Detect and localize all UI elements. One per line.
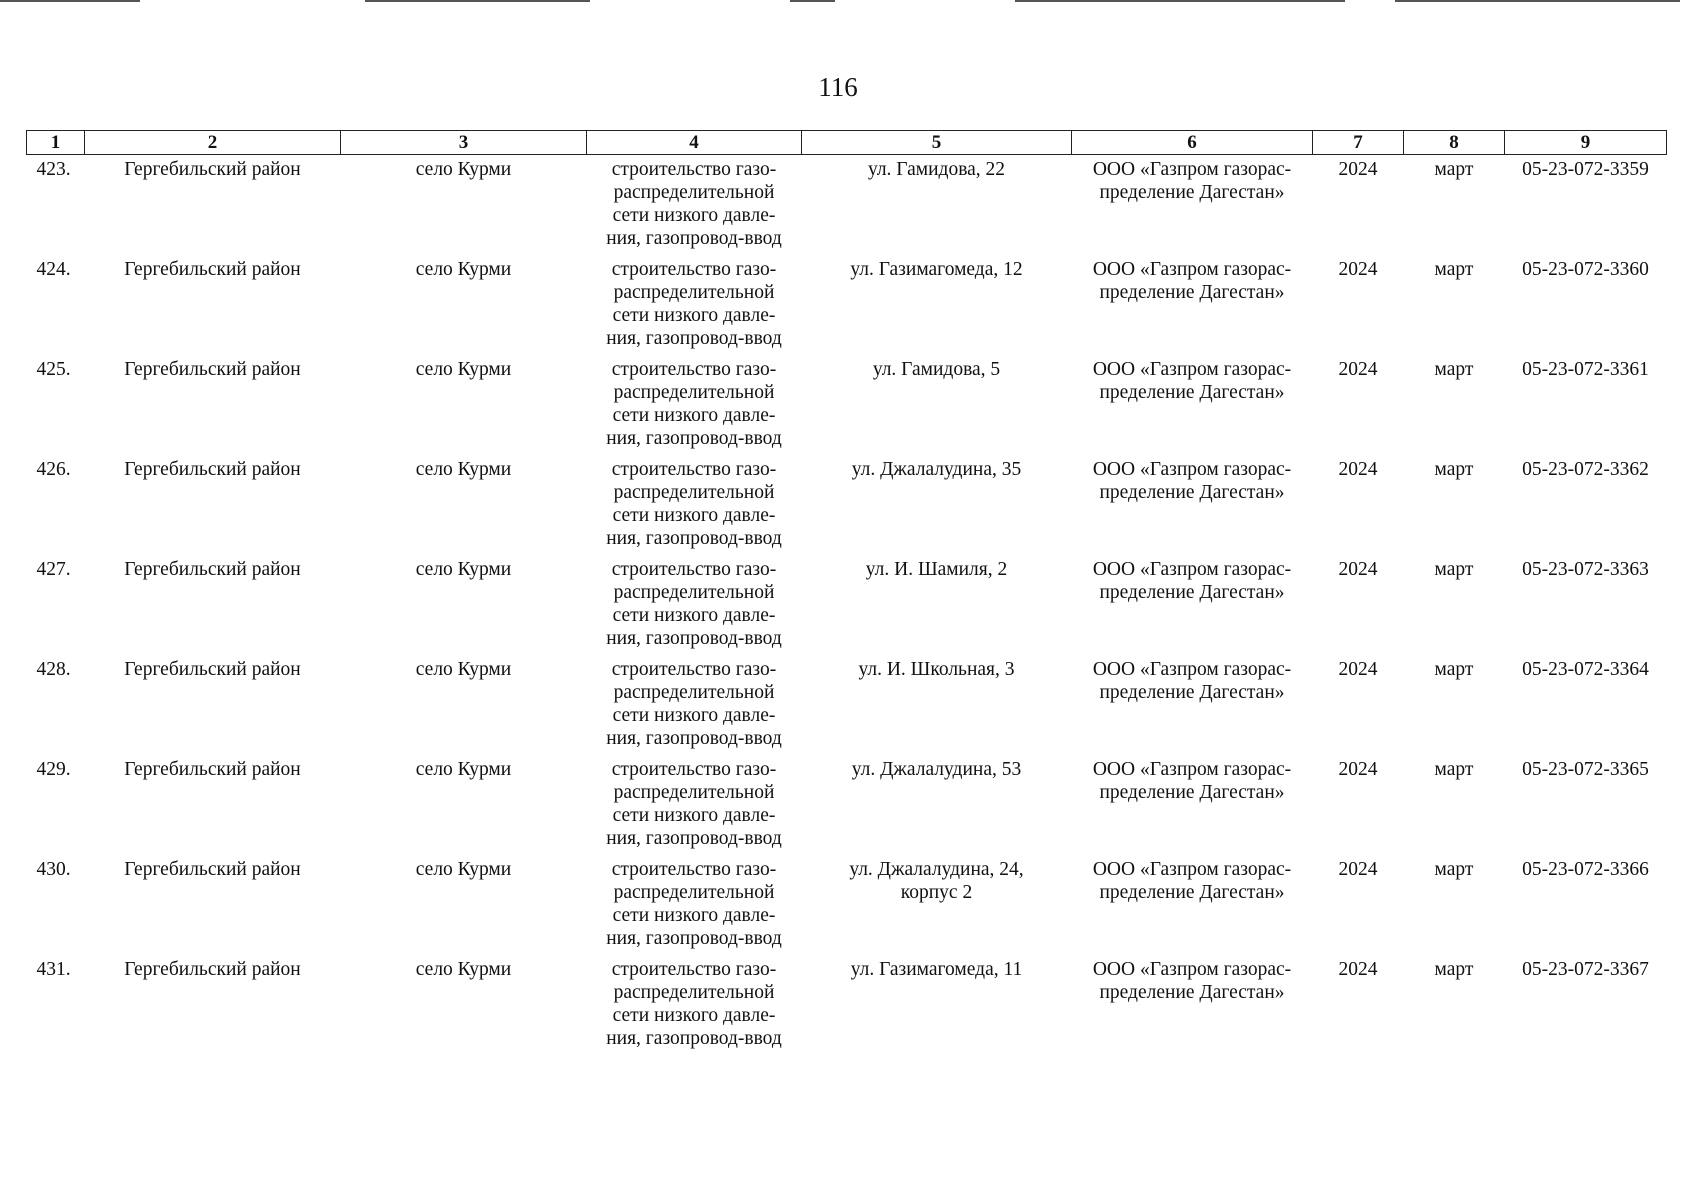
address-cell: ул. Газимагомеда, 11 — [850, 959, 1023, 980]
district-cell: Гергебильский район — [124, 759, 301, 780]
table-body — [27, 155, 1667, 1059]
organization-cell: ООО «Газпром газорас- пределение Дагестан» — [1092, 359, 1292, 403]
header-cell: 3 — [341, 131, 587, 155]
table-row — [27, 955, 1667, 1058]
table-row — [27, 255, 1667, 355]
header-cell: 6 — [1072, 131, 1313, 155]
district-cell: Гергебильский район — [124, 559, 301, 580]
table-row — [27, 455, 1667, 555]
header-cell: 8 — [1404, 131, 1505, 155]
address-cell: ул. Гамидова, 5 — [872, 359, 1001, 380]
code-cell: 05-23-072-3359 — [1522, 159, 1649, 180]
row-number: 430. — [36, 859, 71, 880]
organization-cell: ООО «Газпром газорас- пределение Дагестан» — [1092, 259, 1292, 303]
district-cell: Гергебильский район — [124, 859, 301, 880]
header-cell: 4 — [587, 131, 802, 155]
district-cell: Гергебильский район — [124, 959, 301, 980]
table-row — [27, 855, 1667, 955]
code-cell: 05-23-072-3367 — [1522, 959, 1649, 980]
organization-cell: ООО «Газпром газорас- пределение Дагестан» — [1092, 459, 1292, 503]
district-cell: Гергебильский район — [124, 159, 301, 180]
month-cell: март — [1434, 159, 1474, 180]
settlement-cell: село Курми — [415, 759, 512, 780]
district-cell: Гергебильский район — [124, 659, 301, 680]
header-cell: 2 — [85, 131, 341, 155]
work-description-cell: строительство газо- распределительной сети низкого давле- ния, газопровод-ввод — [606, 859, 782, 949]
year-cell: 2024 — [1338, 759, 1378, 780]
work-description-cell: строительство газо- распределительной сети низкого давле- ния, газопровод-ввод — [606, 759, 782, 849]
work-description-cell: строительство газо- распределительной сети низкого давле- ния, газопровод-ввод — [606, 459, 782, 549]
row-number: 423. — [36, 159, 71, 180]
code-cell: 05-23-072-3365 — [1522, 759, 1649, 780]
table-row — [27, 755, 1667, 855]
code-cell: 05-23-072-3361 — [1522, 359, 1649, 380]
settlement-cell: село Курми — [415, 159, 512, 180]
year-cell: 2024 — [1338, 859, 1378, 880]
year-cell: 2024 — [1338, 559, 1378, 580]
district-cell: Гергебильский район — [124, 259, 301, 280]
row-number: 424. — [36, 259, 71, 280]
scan-artifact-line — [1395, 0, 1680, 2]
settlement-cell: село Курми — [415, 459, 512, 480]
code-cell: 05-23-072-3366 — [1522, 859, 1649, 880]
address-cell: ул. И. Школьная, 3 — [858, 659, 1015, 680]
work-description-cell: строительство газо- распределительной сети низкого давле- ния, газопровод-ввод — [606, 959, 782, 1049]
row-number: 428. — [36, 659, 71, 680]
organization-cell: ООО «Газпром газорас- пределение Дагестан» — [1092, 859, 1292, 903]
month-cell: март — [1434, 359, 1474, 380]
code-cell: 05-23-072-3363 — [1522, 559, 1649, 580]
header-cell: 9 — [1505, 131, 1667, 155]
scan-artifact-line — [1015, 0, 1345, 2]
header-row — [27, 131, 1667, 155]
scan-artifact-line — [365, 0, 590, 2]
scan-artifact-line — [0, 0, 140, 2]
table-row — [27, 555, 1667, 655]
code-cell: 05-23-072-3360 — [1522, 259, 1649, 280]
registry-table — [26, 130, 1667, 1058]
address-cell: ул. Гамидова, 22 — [867, 159, 1006, 180]
month-cell: март — [1434, 759, 1474, 780]
organization-cell: ООО «Газпром газорас- пределение Дагестан» — [1092, 559, 1292, 603]
code-cell: 05-23-072-3362 — [1522, 459, 1649, 480]
row-number: 431. — [36, 959, 71, 980]
work-description-cell: строительство газо- распределительной сети низкого давле- ния, газопровод-ввод — [606, 559, 782, 649]
work-description-cell: строительство газо- распределительной сети низкого давле- ния, газопровод-ввод — [606, 159, 782, 249]
month-cell: март — [1434, 559, 1474, 580]
year-cell: 2024 — [1338, 359, 1378, 380]
address-cell: ул. Джалалудина, 24, корпус 2 — [849, 859, 1024, 903]
work-description-cell: строительство газо- распределительной сети низкого давле- ния, газопровод-ввод — [606, 259, 782, 349]
settlement-cell: село Курми — [415, 959, 512, 980]
address-cell: ул. Газимагомеда, 12 — [850, 259, 1023, 280]
year-cell: 2024 — [1338, 959, 1378, 980]
address-cell: ул. И. Шамиля, 2 — [865, 559, 1008, 580]
settlement-cell: село Курми — [415, 259, 512, 280]
organization-cell: ООО «Газпром газорас- пределение Дагестан» — [1092, 759, 1292, 803]
month-cell: март — [1434, 959, 1474, 980]
page-number: 116 — [818, 72, 858, 102]
table-row — [27, 355, 1667, 455]
organization-cell: ООО «Газпром газорас- пределение Дагестан» — [1092, 959, 1292, 1003]
address-cell: ул. Джалалудина, 53 — [851, 759, 1022, 780]
year-cell: 2024 — [1338, 659, 1378, 680]
row-number: 425. — [36, 359, 71, 380]
year-cell: 2024 — [1338, 159, 1378, 180]
settlement-cell: село Курми — [415, 659, 512, 680]
address-cell: ул. Джалалудина, 35 — [851, 459, 1022, 480]
row-number: 429. — [36, 759, 71, 780]
header-cell: 1 — [27, 131, 85, 155]
district-cell: Гергебильский район — [124, 359, 301, 380]
code-cell: 05-23-072-3364 — [1522, 659, 1649, 680]
month-cell: март — [1434, 259, 1474, 280]
header-cell: 7 — [1313, 131, 1404, 155]
work-description-cell: строительство газо- распределительной сети низкого давле- ния, газопровод-ввод — [606, 359, 782, 449]
district-cell: Гергебильский район — [124, 459, 301, 480]
table-row — [27, 155, 1667, 256]
organization-cell: ООО «Газпром газорас- пределение Дагестан» — [1092, 659, 1292, 703]
row-number: 426. — [36, 459, 71, 480]
row-number: 427. — [36, 559, 71, 580]
table-header — [27, 131, 1667, 155]
scan-artifact-line — [790, 0, 835, 2]
month-cell: март — [1434, 859, 1474, 880]
organization-cell: ООО «Газпром газорас- пределение Дагестан» — [1092, 159, 1292, 203]
work-description-cell: строительство газо- распределительной сети низкого давле- ния, газопровод-ввод — [606, 659, 782, 749]
year-cell: 2024 — [1338, 259, 1378, 280]
month-cell: март — [1434, 459, 1474, 480]
header-cell: 5 — [802, 131, 1072, 155]
table-row — [27, 655, 1667, 755]
settlement-cell: село Курми — [415, 859, 512, 880]
settlement-cell: село Курми — [415, 559, 512, 580]
month-cell: март — [1434, 659, 1474, 680]
year-cell: 2024 — [1338, 459, 1378, 480]
settlement-cell: село Курми — [415, 359, 512, 380]
